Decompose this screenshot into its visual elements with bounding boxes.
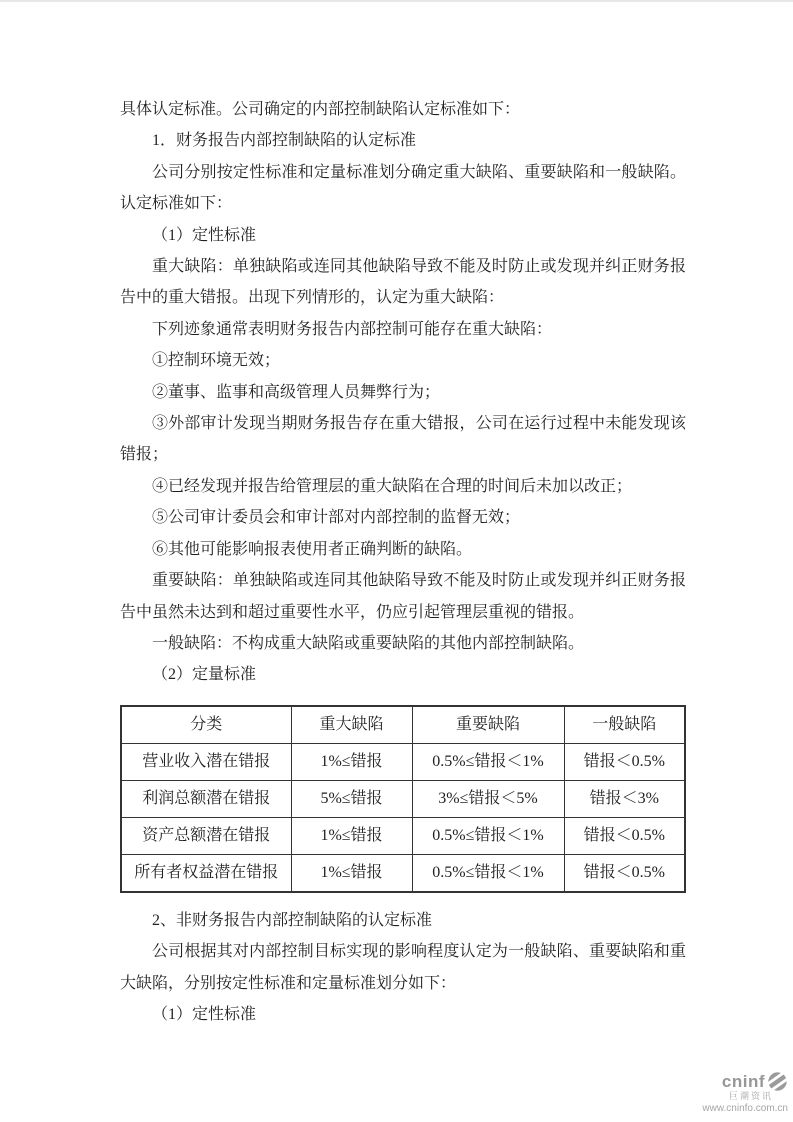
table-header-general-defect: 一般缺陷	[564, 706, 685, 744]
table-header-row	[121, 706, 685, 744]
table-header-important-defect: 重要缺陷	[412, 706, 564, 744]
para-important-defect-definition: 重要缺陷：单独缺陷或连同其他缺陷导致不能及时防止或发现并纠正财务报告中虽然未达到和超过重要性水平，仍应引起管理层重视的错报。	[120, 572, 686, 621]
cninfo-website: www.cninfo.com.cn	[702, 1102, 788, 1114]
document-content	[120, 94, 686, 1030]
heading-qualitative-standard: （1）定性标准	[152, 226, 257, 244]
heading-financial-report-defects: 1．财务报告内部控制缺陷的认定标准	[152, 132, 417, 150]
para-non-financial-classification: 公司根据其对内部控制目标实现的影响程度认定为一般缺陷、重要缺陷和重大缺陷，分别按定性标准和定量标准划分如下：	[120, 943, 686, 992]
cninfo-swirl-icon	[767, 1071, 788, 1092]
table-cell: 0.5%≤错报＜1%	[412, 817, 564, 854]
table-cell: 1%≤错报	[291, 817, 412, 854]
table-row-operating-revenue	[121, 743, 685, 780]
list-item-audit-committee: ⑤公司审计委员会和审计部对内部控制的监督无效；	[152, 509, 521, 527]
table-cell: 错报＜3%	[564, 780, 685, 817]
table-cell: 资产总额潜在错报	[121, 817, 291, 854]
list-item-external-audit: ③外部审计发现当期财务报告存在重大错报，公司在运行过程中未能发现该错报；	[120, 415, 686, 464]
heading-quantitative-standard: （2）定量标准	[152, 666, 257, 684]
para-intro-continued: 具体认定标准。公司确定的内部控制缺陷认定标准如下：	[120, 101, 521, 118]
table-cell: 0.5%≤错报＜1%	[412, 743, 564, 780]
list-item-control-environment: ①控制环境无效；	[152, 352, 281, 370]
table-cell: 错报＜0.5%	[564, 817, 685, 854]
para-major-defect-definition: 重大缺陷：单独缺陷或连同其他缺陷导致不能及时防止或发现并纠正财务报告中的重大错报。出现下列情形的，认定为重大缺陷：	[120, 258, 686, 307]
para-major-defect-indicators-intro: 下列迹象通常表明财务报告内部控制可能存在重大缺陷：	[152, 320, 553, 338]
heading-non-financial-report-defects: 2、非财务报告内部控制缺陷的认定标准	[152, 911, 433, 929]
cninfo-logo	[658, 1071, 788, 1114]
table-cell: 3%≤错报＜5%	[412, 780, 564, 817]
table-header-category: 分类	[121, 706, 291, 744]
table-cell: 营业收入潜在错报	[121, 743, 291, 780]
cninfo-brand-row	[658, 1071, 788, 1092]
table-row-owners-equity	[121, 854, 685, 892]
table-cell: 利润总额潜在错报	[121, 780, 291, 817]
table-cell: 0.5%≤错报＜1%	[412, 854, 564, 892]
quantitative-standards-table	[120, 705, 686, 893]
table-cell: 错报＜0.5%	[564, 854, 685, 892]
table-cell: 错报＜0.5%	[564, 743, 685, 780]
table-cell: 1%≤错报	[291, 743, 412, 780]
heading-qualitative-standard-2: （1）定性标准	[152, 1005, 257, 1023]
table-cell: 所有者权益潜在错报	[121, 854, 291, 892]
para-standards-classification: 公司分别按定性标准和定量标准划分确定重大缺陷、重要缺陷和一般缺陷。认定标准如下：	[120, 163, 686, 213]
table-header-major-defect: 重大缺陷	[291, 706, 412, 744]
cninfo-brand-text: cninf	[721, 1071, 765, 1091]
table-row-total-assets	[121, 817, 685, 854]
list-item-other-defects: ⑥其他可能影响报表使用者正确判断的缺陷。	[152, 540, 473, 558]
table-cell: 1%≤错报	[291, 854, 412, 892]
table-row-total-profit	[121, 780, 685, 817]
cninfo-brand-cn: 巨潮资讯	[728, 1091, 773, 1102]
para-general-defect-definition: 一般缺陷：不构成重大缺陷或重要缺陷的其他内部控制缺陷。	[152, 634, 585, 652]
list-item-uncorrected-defect: ④已经发现并报告给管理层的重大缺陷在合理的时间后未加以改正；	[152, 477, 633, 495]
list-item-fraud: ②董事、监事和高级管理人员舞弊行为；	[152, 383, 441, 401]
table-cell: 5%≤错报	[291, 780, 412, 817]
